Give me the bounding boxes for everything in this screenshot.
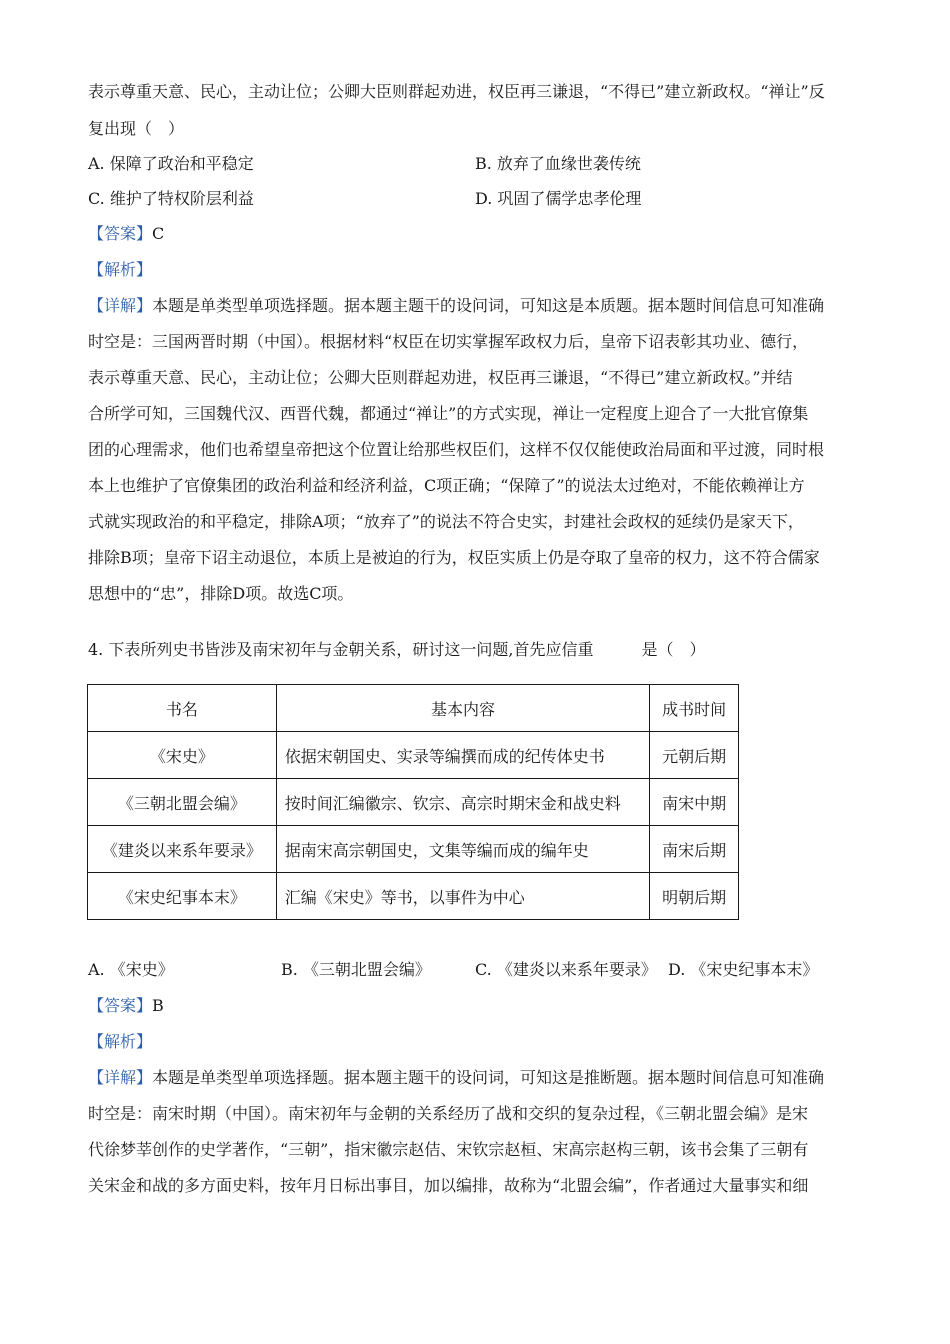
- q3-analysis-tag: 【解析】: [88, 260, 153, 279]
- table-header-row: [88, 685, 739, 732]
- cell-content: 依据宋朝国史、实录等编撰而成的纪传体史书: [276, 732, 649, 779]
- q3-detail-line-5: 团的心理需求，他们也希望皇帝把这个位置让给那些权臣们，这样不仅仅能使政治局面和平过渡，同时根: [88, 440, 825, 459]
- cell-book-title: 《宋史纪事本末》: [88, 873, 277, 920]
- q4-detail-tag: 【详解】: [88, 1068, 153, 1087]
- q4-stem: [88, 638, 705, 662]
- q3-option-a: A. 保障了政治和平稳定: [88, 154, 254, 173]
- cell-content: 据南宋高宗朝国史，文集等编而成的编年史: [276, 826, 649, 873]
- q3-answer-value: C: [152, 224, 165, 243]
- cell-date: 明朝后期: [650, 873, 739, 920]
- cell-book-title: 《三朝北盟会编》: [88, 779, 277, 826]
- q3-answer-tag: 【答案】: [88, 224, 153, 243]
- q3-stem-line-1: 表示尊重天意、民心，主动让位；公卿大臣则群起劝进，权臣再三谦退，“不得已”建立新政权。“禅让”反: [88, 82, 825, 101]
- q4-analysis-tag: 【解析】: [88, 1032, 153, 1051]
- q4-answer-value: B: [152, 996, 164, 1015]
- cell-date: 南宋后期: [650, 826, 739, 873]
- header-book-title: 书名: [88, 685, 277, 732]
- q4-detail-line-2: 时空是：南宋时期（中国）。南宋初年与金朝的关系经历了战和交织的复杂过程，《三朝北盟会编》是宋: [88, 1104, 809, 1123]
- q3-detail-line-9: 思想中的“忠”，排除D项。故选C项。: [88, 584, 354, 603]
- cell-date: 元朝后期: [650, 732, 739, 779]
- q4-stem-text: 4. 下表所列史书皆涉及南宋初年与金朝关系，研讨这一问题,首先应信重: [88, 640, 594, 659]
- q4-answer-tag: 【答案】: [88, 996, 153, 1015]
- q4-option-c: C. 《建炎以来系年要录》: [475, 960, 657, 979]
- table-row: [88, 826, 739, 873]
- q3-detail-line-6: 本上也维护了官僚集团的政治利益和经济利益，C项正确；“保障了”的说法太过绝对，不能依赖禅让方: [88, 476, 805, 495]
- q4-option-d: D. 《宋史纪事本末》: [668, 960, 819, 979]
- q4-source-table: [87, 684, 739, 920]
- q4-detail-text-1: 本题是单类型单项选择题。据本题主题干的设问词，可知这是推断题。据本题时间信息可知准确: [152, 1068, 825, 1087]
- table-row: [88, 779, 739, 826]
- cell-book-title: 《建炎以来系年要录》: [88, 826, 277, 873]
- q3-option-c: C. 维护了特权阶层利益: [88, 189, 254, 208]
- cell-content: 按时间汇编徽宗、钦宗、高宗时期宋金和战史料: [276, 779, 649, 826]
- q4-stem-tail: 是（ ）: [641, 640, 706, 659]
- q4-detail-line-1: [88, 1066, 824, 1090]
- table-row: [88, 873, 739, 920]
- cell-book-title: 《宋史》: [88, 732, 277, 779]
- q3-option-b: B. 放弃了血缘世袭传统: [475, 154, 641, 173]
- q3-detail-line-8: 排除B项；皇帝下诏主动退位，本质上是被迫的行为，权臣实质上仍是夺取了皇帝的权力，这不符合儒家: [88, 548, 820, 567]
- q4-answer: [88, 994, 164, 1018]
- header-date: 成书时间: [650, 685, 739, 732]
- q3-option-d: D. 巩固了儒学忠孝伦理: [475, 189, 642, 208]
- q4-detail-line-3: 代徐梦莘创作的史学著作，“三朝”，指宋徽宗赵佶、宋钦宗赵桓、宋高宗赵构三朝，该书会集了三朝有: [88, 1140, 809, 1159]
- header-content: 基本内容: [276, 685, 649, 732]
- table-row: [88, 732, 739, 779]
- q3-detail-line-2: 时空是：三国两晋时期（中国）。根据材料“权臣在切实掌握军政权力后，皇帝下诏表彰其功业、德行，: [88, 332, 809, 351]
- q3-detail-tag: 【详解】: [88, 296, 153, 315]
- q4-option-a: A. 《宋史》: [88, 960, 174, 979]
- cell-date: 南宋中期: [650, 779, 739, 826]
- q3-detail-line-7: 式就实现政治的和平稳定，排除A项；“放弃了”的说法不符合史实，封建社会政权的延续仍是家天下，: [88, 512, 804, 531]
- q4-detail-line-4: 关宋金和战的多方面史料，按年月日标出事目，加以编排，故称为“北盟会编”，作者通过大量事实和细: [88, 1176, 809, 1195]
- q3-detail-line-4: 合所学可知，三国魏代汉、西晋代魏，都通过“禅让”的方式实现，禅让一定程度上迎合了一大批官僚集: [88, 404, 809, 423]
- q3-detail-text-1: 本题是单类型单项选择题。据本题主题干的设问词，可知这是本质题。据本题时间信息可知准确: [152, 296, 825, 315]
- q3-answer: [88, 222, 164, 246]
- q4-option-b: B. 《三朝北盟会编》: [281, 960, 431, 979]
- q3-detail-line-3: 表示尊重天意、民心，主动让位；公卿大臣则群起劝进，权臣再三谦退，“不得已”建立新政权。”并结: [88, 368, 793, 387]
- q3-stem-line-2: 复出现（ ）: [88, 119, 185, 138]
- cell-content: 汇编《宋史》等书，以事件为中心: [276, 873, 649, 920]
- q3-detail-line-1: [88, 294, 824, 318]
